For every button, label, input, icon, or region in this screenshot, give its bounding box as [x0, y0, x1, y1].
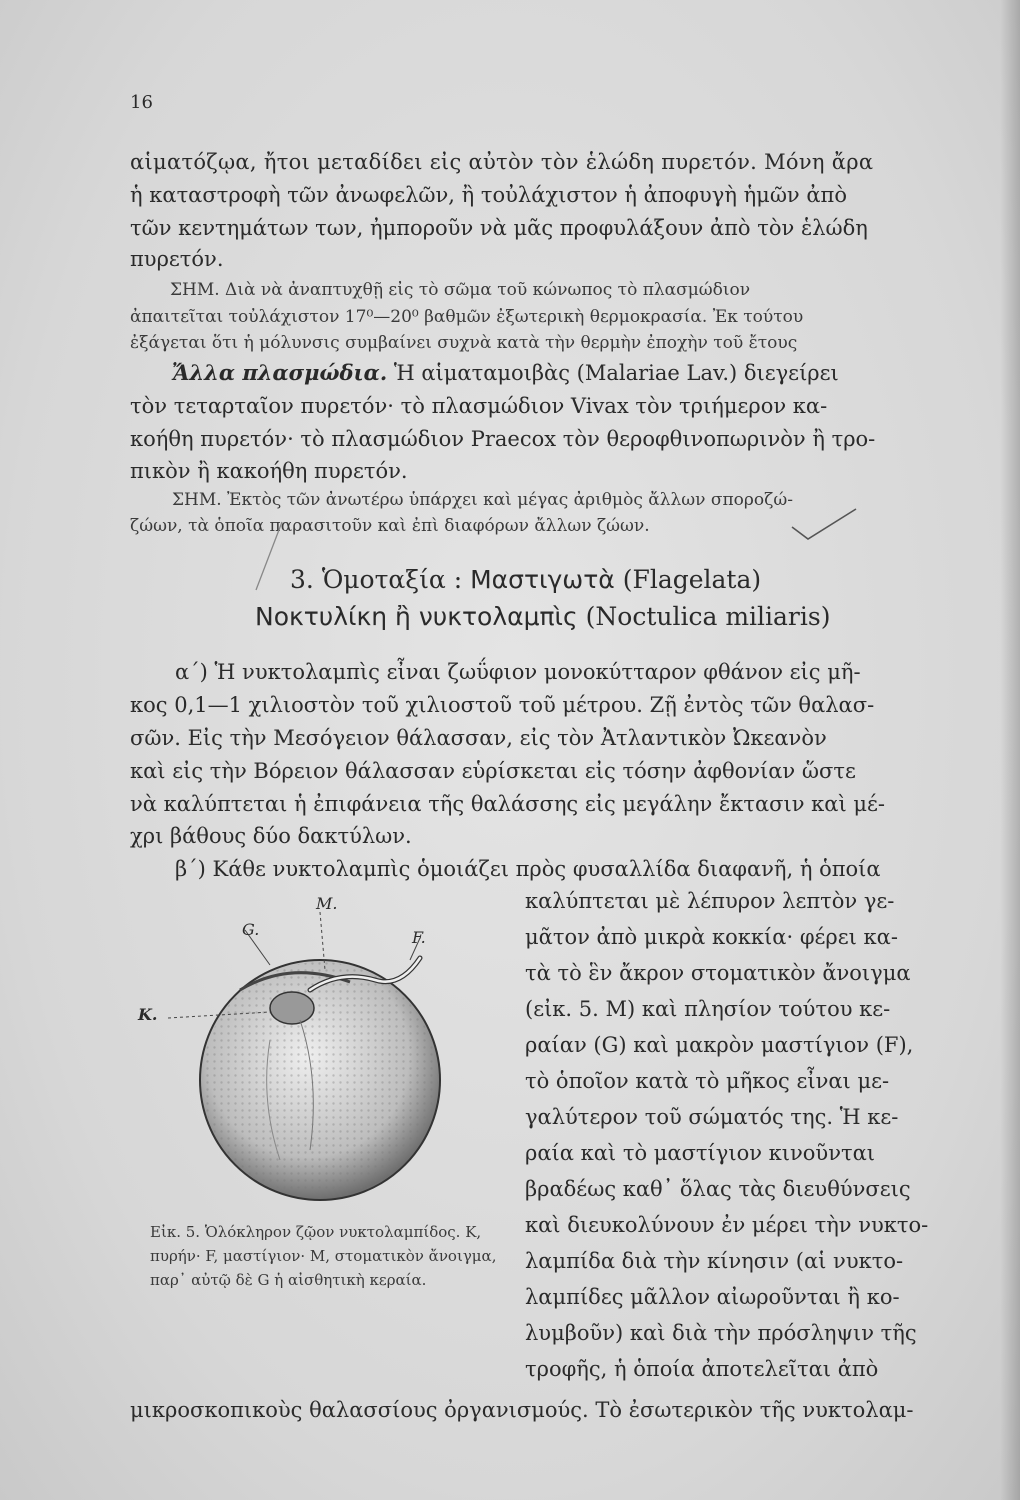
text-line: χρι βάθους δύο δακτύλων.	[130, 824, 412, 848]
text-line: κος 0,1—1 χιλιοστὸν τοῦ χιλιοστοῦ τοῦ μέτρου. Ζῇ ἐντὸς τῶν θαλασ-	[130, 693, 875, 717]
note-line: ΣΗΜ. Ἐκτὸς τῶν ἀνωτέρω ὑπάρχει καὶ μέγας ἀριθμὸς ἄλλων σποροζώ-	[172, 490, 793, 510]
text-line: α΄) Ἡ νυκτολαμπὶς εἶναι ζωΰφιον μονοκύτταρον φθάνον εἰς μῆ-	[175, 660, 861, 684]
text-line: νὰ καλύπτεται ἡ ἐπιφάνεια τῆς θαλάσσης εἰς μεγάλην ἔκτασιν καὶ μέ-	[130, 792, 886, 816]
pencil-mark	[252, 520, 292, 600]
other-plasmodia-heading: Ἄλλα πλασμώδια.	[172, 360, 388, 385]
page-edge-shadow	[1000, 0, 1020, 1500]
text-line: αἱματόζῳα, ἤτοι μεταδίδει εἰς αὐτὸν τὸν ἑλώδη πυρετόν. Μόνη ἄρα	[130, 150, 874, 174]
wrapped-text-column	[525, 883, 985, 1387]
species-latin: (Noctulica miliaris)	[585, 602, 831, 631]
text-line: (εἰκ. 5. Μ) καὶ πλησίον τούτου κε-	[525, 997, 891, 1021]
class-name: Μαστιγωτὰ	[470, 565, 615, 594]
text-line: λαμπίδα διὰ τὴν κίνησιν (αἱ νυκτο-	[525, 1249, 904, 1273]
class-label: Ὁμοταξία :	[321, 565, 463, 594]
text-line: ραία καὶ τὸ μαστίγιον κινοῦνται	[525, 1141, 875, 1165]
figure-caption: Εἰκ. 5. Ὁλόκληρον ζῷον νυκτολαμπίδος. K, πυρήν· F, μαστίγιον· M, στοματικὸν ἄνοιγμα, παρ᾽ αὐτῷ δὲ G ἡ αἰσθητικὴ κεραία.	[150, 1223, 497, 1289]
page-number: 16	[130, 92, 153, 113]
text-line: κοήθη πυρετόν· τὸ πλασμώδιον Praecox τὸν θεροφθινοπωρινὸν ἢ τρο-	[130, 427, 876, 451]
text-line: τῶν κεντημάτων των, ἠμποροῦν νὰ μᾶς προφυλάξουν ἀπὸ τὸν ἑλώδη	[130, 216, 868, 240]
class-number: 3.	[290, 565, 314, 594]
text-line: καλύπτεται μὲ λέπυρον λεπτὸν γε-	[525, 889, 895, 913]
text-line: σῶν. Εἰς τὴν Μεσόγειον θάλασσαν, εἰς τὸν Ἀτλαντικὸν Ὠκεανὸν	[130, 726, 827, 750]
note-line: ἀπαιτεῖται τοὐλάχιστον 17⁰—20⁰ βαθμῶν ἐξωτερικὴ θερμοκρασία. Ἐκ τούτου	[130, 307, 804, 327]
noctiluca-illustration	[120, 890, 500, 1215]
class-latin: (Flagelata)	[622, 565, 762, 594]
text-line: πυρετόν.	[130, 247, 224, 271]
text-line: ραίαν (G) καὶ μακρὸν μαστίγιον (F),	[525, 1033, 914, 1057]
species-name: Νοκτυλίκη ἢ νυκτολαμπὶς	[255, 602, 578, 631]
text-line: τὰ τὸ ἓν ἄκρον στοματικὸν ἄνοιγμα	[525, 961, 911, 985]
text-line: βραδέως καθ᾽ ὅλας τὰς διευθύνσεις	[525, 1177, 911, 1201]
other-plasmodia-text: Ἡ αἱματαμοιβὰς (Malariae Lav.) διεγείρει	[393, 361, 839, 385]
text-line: λυμβοῦν) καὶ διὰ τὴν πρόσληψιν τῆς	[525, 1321, 917, 1345]
pencil-checkmark	[790, 505, 860, 545]
text-line: τὸν τεταρταῖον πυρετόν· τὸ πλασμώδιον Vivax τὸν τριήμερον κα-	[130, 394, 828, 418]
text-line: μᾶτον ἀπὸ μικρὰ κοκκία· φέρει κα-	[525, 925, 898, 949]
figure-label-k: K.	[138, 1005, 158, 1024]
note-line: ἐξάγεται ὅτι ἡ μόλυνσις συμβαίνει συχνὰ κατὰ τὴν θερμὴν ἐποχὴν τοῦ ἔτους	[130, 333, 798, 353]
species-heading	[255, 602, 830, 631]
text-line: τροφῆς, ἡ ὁποία ἀποτελεῖται ἀπὸ	[525, 1357, 879, 1381]
text-line: λαμπίδες μᾶλλον αἰωροῦνται ἢ κο-	[525, 1285, 900, 1309]
text-line: ἡ καταστροφὴ τῶν ἀνωφελῶν, ἢ τοὐλάχιστον ἡ ἀποφυγὴ ἡμῶν ἀπὸ	[130, 183, 848, 207]
text-line: πικὸν ἢ κακοήθη πυρετόν.	[130, 459, 408, 483]
class-heading	[290, 565, 761, 594]
text-line: καὶ διευκολύνουν ἐν μέρει τὴν νυκτο-	[525, 1213, 929, 1237]
note-line: ζώων, τὰ ὁποῖα παρασιτοῦν καὶ ἐπὶ διαφόρων ἄλλων ζώων.	[130, 516, 650, 536]
figure-label-f: F.	[412, 928, 426, 947]
text-line: καὶ εἰς τὴν Βόρειον θάλασσαν εὑρίσκεται εἰς τόσην ἀφθονίαν ὥστε	[130, 759, 856, 783]
figure-label-m: M.	[316, 894, 338, 913]
text-line: γαλύτερον τοῦ σώματός της. Ἡ κε-	[525, 1105, 899, 1129]
text-line: μικροσκοπικοὺς θαλασσίους ὀργανισμούς. Τὸ ἐσωτερικὸν τῆς νυκτολαμ-	[130, 1398, 914, 1422]
note-line: ΣΗΜ. Διὰ νὰ ἀναπτυχθῇ εἰς τὸ σῶμα τοῦ κώνωπος τὸ πλασμώδιον	[170, 280, 751, 300]
text-line: τὸ ὁποῖον κατὰ τὸ μῆκος εἶναι με-	[525, 1069, 890, 1093]
text-line	[172, 360, 839, 385]
text-line: β΄) Κάθε νυκτολαμπὶς ὁμοιάζει πρὸς φυσαλλίδα διαφανῆ, ἡ ὁποία	[175, 857, 881, 881]
figure-noctiluca	[120, 890, 500, 1215]
figure-label-g: G.	[242, 920, 260, 939]
